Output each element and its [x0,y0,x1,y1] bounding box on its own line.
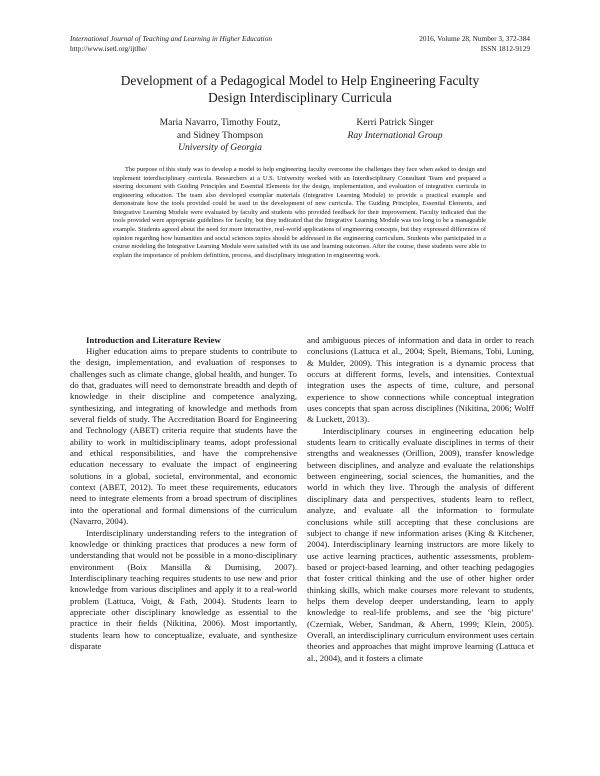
paper-title [60,72,540,106]
title-line-2: Design Interdisciplinary Curricula [208,90,392,105]
paragraph: and ambiguous pieces of information and data in order to reach conclusions (Lattuca et al., 2004; Spelt, Biemans, Tobi, Luning, & Mulder, 2009). This integration is a dynamic process that occurs at different forms, levels, and intensities. Contextual integration uses the aspects of time, culture, and personal experience to show connections while conceptual integration uses concepts that span across disciplines (Nikitina, 2006; Wolff & Luckett, 2013). [307,335,534,425]
author-names-line-2: and Sidney Thompson [176,129,264,141]
author-group-1 [120,117,320,155]
paragraph: Interdisciplinary courses in engineering education help students learn to critically evaluate disciplines in terms of their strengths and weaknesses (Orillion, 2009), transfer knowledge between disciplines, and analyze and evaluate the relationships between engineering, social sciences, the humanities, and the world in which they live. Through the analysis of different disciplinary data and perspectives, students learn to reflect, analyze, and evaluate all the information to formulate conclusions while still accepting that these conclusions are subject to change if new information arises (King & Kitchener, 2004). Interdisciplinary learning instructors are more likely to use active learning practices, authentic assessments, problem-based or project-based learning, and other teaching pedagogies that foster critical thinking and the use of other higher order thinking skills, which make courses more relevant to students, helps them develop deeper understanding, learn to apply knowledge to real-life problems, and see the ‘big picture’ (Czerniak, Weber, Sandman, & Ahern, 1999; Klein, 2005). Overall, an interdisciplinary curriculum environment uses certain theories and approaches that might improve learning (Lattuca et al., 2004), and it fosters a climate [307,425,535,663]
author-affiliation-2: Ray International Group [347,129,443,141]
paragraph: Interdisciplinary understanding refers to the integration of knowledge or thinking practices that produces a new form of understanding that would not be possible in a mono-disciplinary environment (Boix Mansilla & Dumising, 2007). Interdisciplinary teaching requires students to use new and prior knowledge from various disciplines and apply it to a real-world problem (Lattuca, Voigt, & Fath, 2004). Students learn to appreciate other disciplinary knowledge as essential to the practice in their fields (Nikitina, 2006). Most importantly, students learn how to conceptualize, evaluate, and synthesize disparate [70,527,297,651]
title-line-1: Development of a Pedagogical Model to Help Engineering Faculty [120,73,480,88]
body-column-right [307,335,534,664]
body-column-left [70,335,297,652]
journal-url[interactable]: http://www.isetl.org/ijtlhe/ [70,44,148,53]
author-name-2: Kerri Patrick Singer [356,117,434,128]
paragraph: Higher education aims to prepare students to contribute to the design, implementation, and evaluation of responses to challenges such as climate change, global health, and hunger. To do that, graduates will need to demonstrate breadth and depth of knowledge in their discipline and competence analyzing, synthesizing, and integrating of knowledge and methods from several fields of study. The Accreditation Board for Engineering and Technology (ABET) criteria require that students have the ability to work in multidisciplinary teams, adopt professional and ethical responsibilities, and have the comprehensive education necessary to evaluate the impact of engineering solutions in a global, societal, environmental, and economic context (ABET, 2012). To meet these requirements, educators need to integrate elements from a broad spectrum of disciplines into the operational and formal dimensions of the curriculum (Navarro, 2004). [70,346,297,527]
author-group-2 [305,117,485,142]
author-names-line-1: Maria Navarro, Timothy Foutz, [159,117,281,128]
issn: ISSN 1812-9129 [480,44,530,53]
journal-name: International Journal of Teaching and Learning in Higher Education [70,34,273,43]
running-header-left [70,34,272,54]
section-heading: Introduction and Literature Review [86,335,221,345]
running-header-right [419,34,530,54]
issue-info: 2016, Volume 28, Number 3, 372-384 [419,34,530,43]
author-affiliation-1: University of Georgia [178,142,262,154]
abstract: The purpose of this study was to develop a model to help engineering faculty overcome the challenges they face when asked to design and implement interdisciplinary curricula. Researchers at a U.S. University worked with an Interdisciplinary Consultant Team and prepared a steering document with Guiding Principles and Essential Elements for the design, implementation, and evaluation of integrative curricula in engineering education. The team also developed exemplar materials (Integrative Learning Module) to provide a practical example and demonstrate how the tools provided could be used in the development of new curricula. The Guiding Principles, Essential Elements, and Integrative Learning Module were evaluated by faculty and students who provided feedback for their improvement. Faculty indicated that the tools provided were appropriate guidelines for faculty, but they indicated that the Integrative Learning Module was too long to be a manageable example. Students agreed about the need for more interactive, real-world applications of engineering concepts, but they expressed differences of opinion regarding how humanities and social sciences topics should be addressed in the engineering curriculum. Students who participated in a course modeling the Integrative Learning Module were satisfied with its use and learning outcomes. After the course, these students were able to explain the importance of problem definition, process, and disciplinary integration in engineering work. [113,166,486,259]
